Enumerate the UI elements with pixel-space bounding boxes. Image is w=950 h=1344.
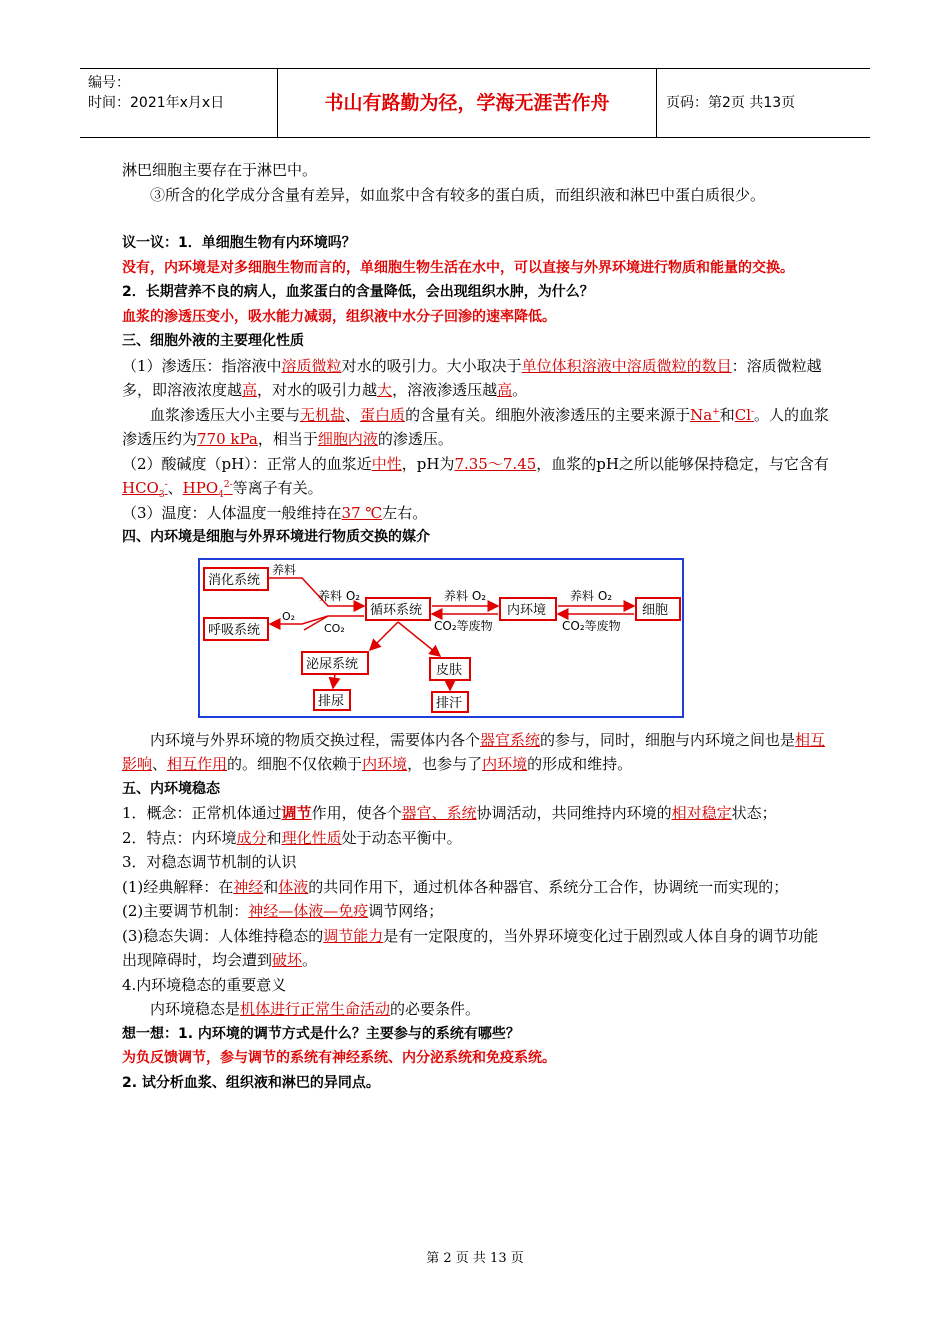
significance-paragraph: 内环境稳态是机体进行正常生命活动的必要条件。 (150, 1000, 481, 1018)
concept-paragraph: 1．概念：正常机体通过调节作用，使各个器官、系统协调活动，共同维持内环境的相对稳定状态； (122, 804, 777, 822)
blank-answer: 蛋白质 (360, 405, 406, 424)
discuss-question-2: 2．长期营养不良的病人，血浆蛋白的含量降低，会出现组织水肿，为什么？ (122, 284, 594, 300)
blank-answer: Na+ (690, 405, 720, 424)
internal-environment-box: 内环境 (507, 602, 547, 618)
blank-answer: 破坏 (272, 951, 303, 969)
sweat-box: 排汗 (436, 695, 463, 711)
section-title: 三、细胞外液的主要理化性质 (122, 333, 304, 349)
code-label: 编号： (88, 75, 130, 91)
header-motto: 书山有路勤为径，学海无涯苦作舟 (278, 69, 657, 137)
header-meta (80, 69, 278, 137)
arrow-label: 养料 (272, 562, 297, 577)
feature-paragraph: 2．特点：内环境成分和理化性质处于动态平衡中。 (122, 828, 462, 847)
digestive-system-box: 消化系统 (208, 572, 261, 588)
arrow-label: 养料 O₂ (570, 588, 613, 603)
blank-answer: 理化性质 (281, 828, 342, 847)
discuss-answer-2: 血浆的渗透压变小，吸水能力减弱，组织液中水分子回渗的速率降低。 (122, 308, 556, 325)
arrow-label: 养料 O₂ (318, 588, 361, 603)
mechanism-3: (3)稳态失调：人体维持稳态的调节能力是有一定限度的，当外界环境变化过于剧烈或人体自身的调节功能出现障碍时，均会遭到破坏。 (122, 926, 819, 969)
urinary-system-box: 泌尿系统 (306, 656, 359, 672)
arrow-label: CO₂等废物 (562, 618, 621, 633)
osmotic-paragraph: （1）渗透压：指溶液中溶质微粒对水的吸引力。大小取决于单位体积溶液中溶质微粒的数目：溶质微粒越多，即溶液浓度越高，对水的吸引力越大，溶液渗透压越高。 (122, 356, 822, 399)
blank-answer: 器官、系统 (401, 804, 477, 822)
blank-answer: 37 ℃ (341, 503, 383, 522)
section-title: 四、内环境是细胞与外界环境进行物质交换的媒介 (122, 529, 430, 545)
blank-answer: 770 kPa (197, 430, 258, 448)
blank-answer: 高 (497, 381, 513, 399)
document-body (122, 158, 832, 1095)
blank-answer: 中性 (371, 454, 402, 473)
discuss-question-1: 议一议：1．单细胞生物有内环境吗？ (122, 235, 356, 251)
respiratory-system-box: 呼吸系统 (208, 622, 261, 638)
blank-answer: 相对稳定 (671, 804, 732, 822)
blank-answer: 细胞内液 (317, 430, 378, 448)
blank-answer: 大 (377, 381, 393, 399)
blank-answer: 机体进行正常生命活动 (240, 1000, 391, 1018)
arrow-label: O₂ (282, 609, 296, 623)
think-answer-1: 为负反馈调节，参与调节的系统有神经系统、内分泌系统和免疫系统。 (122, 1050, 556, 1066)
mechanism-1: (1)经典解释：在神经和体液的共同作用下，通过机体各种器官、系统分工合作，协调统一而实现的； (122, 877, 789, 896)
blank-answer: 体液 (278, 877, 309, 896)
blank-answer: 相互作用 (167, 755, 228, 773)
page-header (80, 68, 870, 138)
blank-answer: 神经 (233, 877, 264, 896)
blank-answer: 内环境 (482, 755, 528, 773)
significance-title: 4.内环境稳态的重要意义 (122, 975, 287, 994)
exchange-paragraph: 内环境与外界环境的物质交换过程，需要体内各个器官系统的参与，同时，细胞与内环境之间也是相互影响、相互作用的。细胞不仅依赖于内环境，也参与了内环境的形成和维持。 (122, 730, 826, 773)
material-exchange-diagram (198, 558, 684, 718)
blank-answer: 溶质微粒 (281, 356, 342, 375)
blank-answer: Cl- (734, 405, 755, 424)
time-label: 时间：2021年x月x日 (88, 95, 225, 111)
mechanism-title: 3．对稳态调节机制的认识 (122, 853, 297, 871)
blank-answer: 神经—体液—免疫 (248, 902, 369, 920)
mechanism-2: (2)主要调节机制：神经—体液—免疫调节网络； (122, 902, 444, 920)
circulatory-system-box: 循环系统 (370, 602, 423, 618)
blank-answer: 调节 (281, 804, 312, 822)
blank-answer: $HCO_3^-$ (122, 479, 168, 500)
think-question-2: 2. 试分析血浆、组织液和淋巴的异同点。 (122, 1074, 380, 1091)
blank-answer: 无机盐 (300, 405, 346, 424)
blank-answer: 器官系统 (480, 730, 541, 749)
blank-answer: $HPO_4^{2-}$ (182, 479, 233, 500)
temperature-paragraph: （3）温度：人体温度一般维持在37 ℃左右。 (122, 503, 428, 522)
ph-paragraph: （2）酸碱度（pH）：正常人的血浆近中性，pH为7.35～7.45，血浆的pH之所以能够保持稳定，与它含有$HCO_3^-$、$HPO_4^{2-}$等离子有关。 (122, 454, 829, 500)
skin-box: 皮肤 (436, 662, 463, 678)
section-title: 五、内环境稳态 (122, 780, 220, 797)
discuss-answer-1: 没有，内环境是对多细胞生物而言的，单细胞生物生活在水中，可以直接与外界环境进行物质和能量的交换。 (122, 259, 794, 276)
arrow-label: 养料 O₂ (444, 588, 487, 603)
cell-box: 细胞 (642, 602, 669, 618)
blank-answer: 调节能力 (323, 926, 384, 945)
blank-answer: 成分 (236, 828, 267, 847)
blank-answer: 单位体积溶液中溶质微粒的数目 (521, 356, 732, 375)
arrow-label: CO₂ (324, 621, 345, 635)
blank-answer: 内环境 (362, 755, 408, 773)
header-page-info: 页码：第2页 共13页 (666, 95, 796, 111)
blank-answer: 高 (242, 381, 258, 399)
osmotic-paragraph-2: 血浆渗透压大小主要与无机盐、蛋白质的含量有关。细胞外液渗透压的主要来源于Na+和Cl-。人的血浆渗透压约为770 kPa，相当于细胞内液的渗透压。 (122, 405, 830, 448)
urination-box: 排尿 (318, 693, 345, 709)
text-line: 淋巴细胞主要存在于淋巴中。 (122, 161, 318, 179)
blank-answer: 相互影响 (122, 730, 826, 773)
page-footer: 第 2 页 共 13 页 (426, 1251, 524, 1266)
think-question-1: 想一想：1. 内环境的调节方式是什么？主要参与的系统有哪些？ (122, 1025, 520, 1042)
text-line: ③所含的化学成分含量有差异，如血浆中含有较多的蛋白质，而组织液和淋巴中蛋白质很少。 (150, 185, 766, 204)
arrow-label: CO₂等废物 (434, 618, 493, 633)
blank-answer: 7.35～7.45 (454, 454, 537, 473)
